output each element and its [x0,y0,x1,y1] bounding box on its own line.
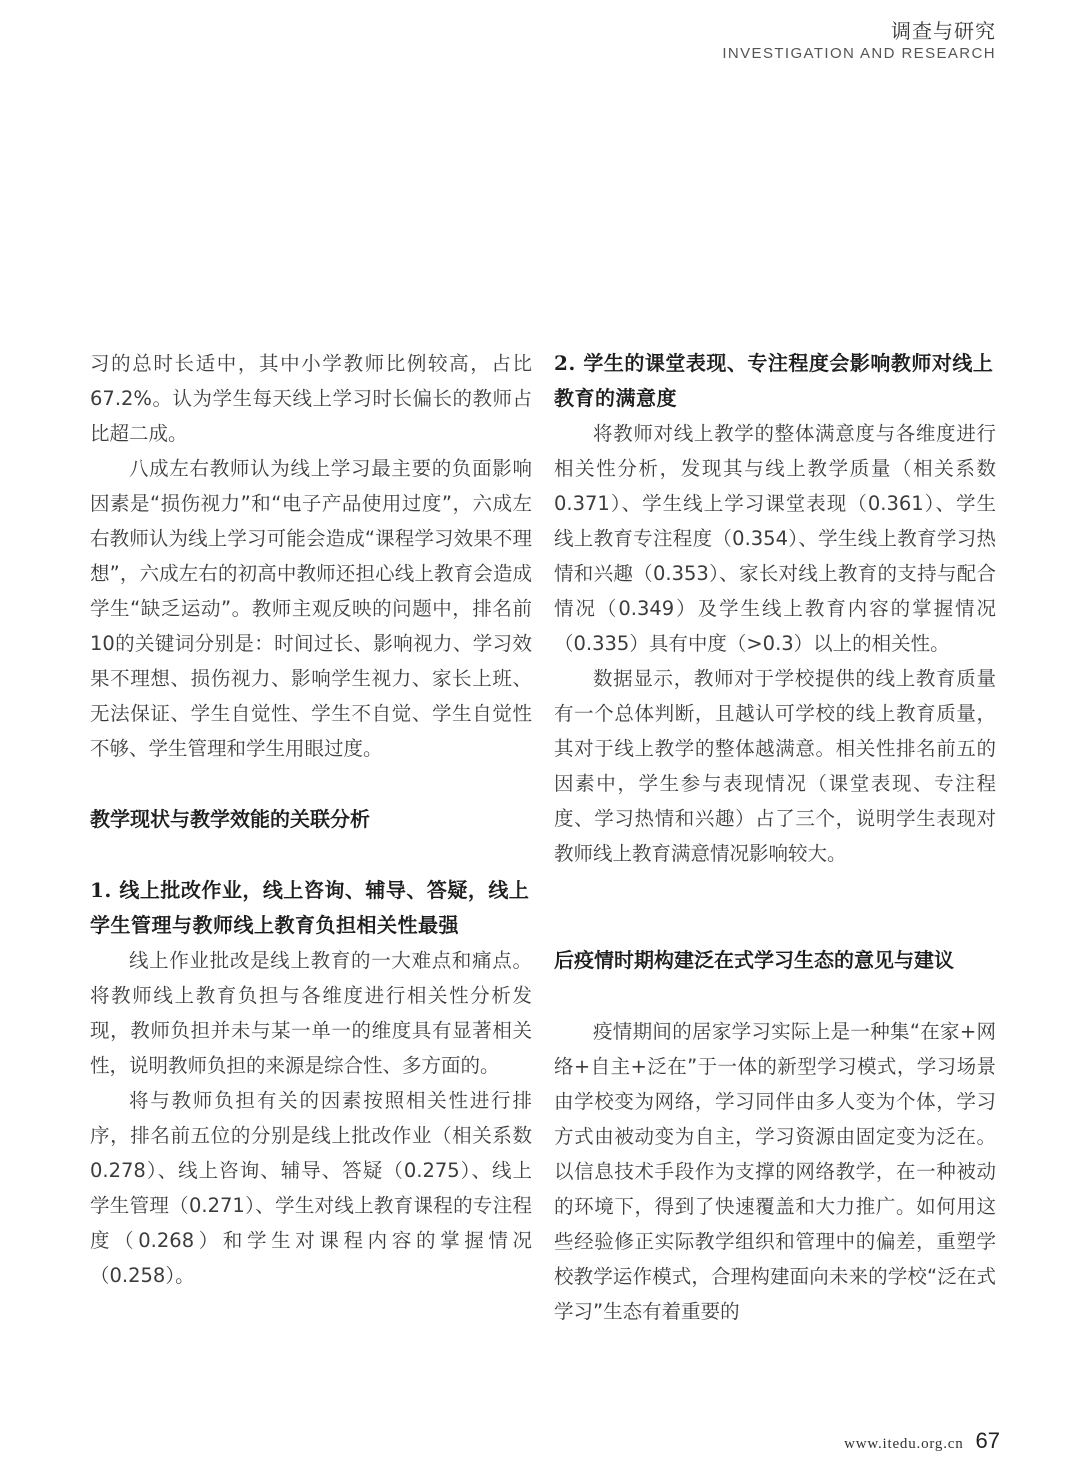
paragraph-data-shows: 数据显示，教师对于学校提供的线上教育质量有一个总体判断，且越认可学校的线上教育质量，其对于线上教学的整体越满意。相关性排名前五的因素中，学生参与表现情况（课堂表现、专注程度、学习热情和兴趣）占了三个，说明学生表现对教师线上教育满意情况影响较大。 [554,667,996,865]
section-heading-correlation: 教学现状与教学效能的关联分析 [90,807,370,831]
section-title: 调查与研究 [891,19,996,43]
section-heading-suggestions: 后疫情时期构建泛在式学习生态的意见与建议 [554,948,954,972]
paragraph-negative-effects: 八成左右教师认为线上学习最主要的负面影响因素是“损伤视力”和“电子产品使用过度”，六成左右教师认为线上学习可能会造成“课程学习效果不理想”，六成左右的初高中教师还担心线上教育会造成学生“缺乏运动”。教师主观反映的问题中，排名前10的关键词分别是：时间过长、影响视力、学习效果不理想、损伤视力、影响学生视力、家长上班、无法保证、学生自觉性、学生不自觉、学生自觉性不够、学生管理和学生用眼过度。 [90,457,532,760]
page-footer [844,1428,1000,1454]
paragraph-home-learning: 疫情期间的居家学习实际上是一种集“在家+网络+自主+泛在”于一体的新型学习模式，学习场景由学校变为网络，学习同伴由多人变为个体，学习方式由被动变为自主，学习资源由固定变为泛在。以信息技术手段作为支撑的网络教学，在一种被动的环境下，得到了快速覆盖和大力推广。如何用这些经验修正实际教学组织和管理中的偏差，重塑学校教学运作模式，合理构建面向未来的学校“泛在式学习”生态有着重要的 [554,1020,996,1323]
paragraph-continued: 习的总时长适中，其中小学教师比例较高，占比67.2%。认为学生每天线上学习时长偏长的教师占比超二成。 [90,352,532,445]
page-number: 67 [975,1428,1000,1453]
subsection-heading-2: 2. 学生的课堂表现、专注程度会影响教师对线上教育的满意度 [554,351,994,410]
subsection-heading-1: 1. 线上批改作业，线上咨询、辅导、答疑，线上学生管理与教师线上教育负担相关性最强 [90,878,530,937]
paragraph-satisfaction-correlation: 将教师对线上教学的整体满意度与各维度进行相关性分析，发现其与线上教学质量（相关系数0.371）、学生线上学习课堂表现（0.361）、学生线上教育专注程度（0.354）、学生线上教育学习热情和兴趣（0.353）、家长对线上教育的支持与配合情况（0.349）及学生线上教育内容的掌握情况（0.335）具有中度（>0.3）以上的相关性。 [554,422,996,655]
running-header [722,18,996,64]
paragraph-burden-ranking: 将与教师负担有关的因素按照相关性进行排序，排名前五位的分别是线上批改作业（相关系数0.278）、线上咨询、辅导、答疑（0.275）、线上学生管理（0.271）、学生对线上教育课程的专注程度（0.268）和学生对课程内容的掌握情况（0.258）。 [90,1089,532,1287]
paragraph-grading-burden: 线上作业批改是线上教育的一大难点和痛点。将教师线上教育负担与各维度进行相关性分析发现，教师负担并未与某一单一的维度具有显著相关性，说明教师负担的来源是综合性、多方面的。 [90,949,532,1077]
section-subtitle: INVESTIGATION AND RESEARCH [722,45,996,62]
left-column [90,346,532,1293]
website-url: www.itedu.org.cn [844,1436,964,1452]
right-column [554,346,996,1329]
